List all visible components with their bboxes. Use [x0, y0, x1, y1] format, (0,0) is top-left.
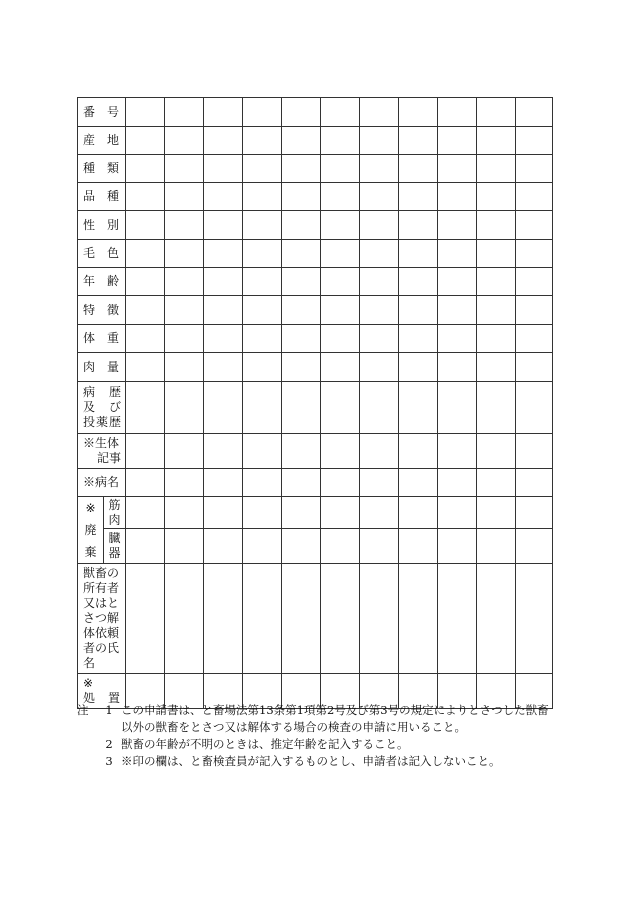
row-live-notes [78, 434, 553, 469]
entry-cell[interactable] [360, 434, 399, 469]
entry-cell[interactable] [477, 434, 516, 469]
entry-cell[interactable] [321, 211, 360, 240]
entry-cell[interactable] [243, 469, 282, 497]
entry-cell[interactable] [360, 98, 399, 127]
entry-cell[interactable] [282, 529, 321, 564]
entry-cell[interactable] [243, 382, 282, 434]
entry-cell[interactable] [204, 211, 243, 240]
note-text-cont: 以外の獣畜をとさつ又は解体する場合の検査の申請に用いること。 [121, 720, 466, 734]
entry-cell[interactable] [516, 353, 553, 382]
entry-cell[interactable] [126, 155, 165, 183]
entry-cell[interactable] [243, 353, 282, 382]
label-live-notes: ※生体 記事 [78, 434, 126, 469]
entry-cell[interactable] [282, 211, 321, 240]
entry-cell[interactable] [399, 155, 438, 183]
row-coat-color [78, 240, 553, 268]
entry-cell[interactable] [438, 240, 477, 268]
entry-cell[interactable] [477, 155, 516, 183]
entry-cell[interactable] [360, 529, 399, 564]
entry-cell[interactable] [438, 98, 477, 127]
entry-cell[interactable] [165, 296, 204, 325]
entry-cell[interactable] [516, 529, 553, 564]
entry-cell[interactable] [243, 98, 282, 127]
note-number: 2 [105, 737, 113, 751]
entry-cell[interactable] [477, 240, 516, 268]
entry-cell[interactable] [165, 268, 204, 296]
entry-cell[interactable] [282, 240, 321, 268]
entry-cell[interactable] [126, 183, 165, 211]
entry-cell[interactable] [282, 497, 321, 529]
note-text: この申請書は、と畜場法第13条第1項第2号及び第3号の規定によりとさつした獣畜 [121, 703, 549, 717]
row-features [78, 296, 553, 325]
entry-cell[interactable] [516, 155, 553, 183]
entry-cell[interactable] [438, 353, 477, 382]
entry-cell[interactable] [282, 353, 321, 382]
label-sex: 性 別 [78, 211, 126, 240]
entry-cell[interactable] [204, 98, 243, 127]
entry-cell[interactable] [126, 497, 165, 529]
entry-cell[interactable] [321, 183, 360, 211]
entry-cell[interactable] [321, 98, 360, 127]
note-item-2 [77, 736, 557, 753]
entry-cell[interactable] [126, 434, 165, 469]
entry-cell[interactable] [360, 155, 399, 183]
entry-cell[interactable] [438, 382, 477, 434]
entry-cell[interactable] [516, 434, 553, 469]
label-disease-name: ※病名 [78, 469, 126, 497]
note-item-1 [77, 702, 557, 719]
entry-cell[interactable] [165, 353, 204, 382]
entry-cell[interactable] [360, 325, 399, 353]
row-disease-name [78, 469, 553, 497]
entry-cell[interactable] [399, 98, 438, 127]
entry-cell[interactable] [516, 98, 553, 127]
entry-cell[interactable] [126, 382, 165, 434]
label-disposal: ※ 廃 棄 [78, 497, 104, 564]
entry-cell[interactable] [204, 497, 243, 529]
entry-cell[interactable] [477, 529, 516, 564]
entry-cell[interactable] [477, 325, 516, 353]
entry-cell[interactable] [438, 469, 477, 497]
row-breed [78, 183, 553, 211]
inspection-form-table [77, 97, 553, 709]
entry-cell[interactable] [204, 155, 243, 183]
entry-cell[interactable] [321, 353, 360, 382]
entry-cell[interactable] [165, 434, 204, 469]
entry-cell[interactable] [477, 564, 516, 674]
entry-cell[interactable] [165, 564, 204, 674]
entry-cell[interactable] [321, 469, 360, 497]
entry-cell[interactable] [282, 268, 321, 296]
label-medical-history: 病 歴 及 び 投薬歴 [78, 382, 126, 434]
label-number: 番 号 [78, 98, 126, 127]
entry-cell[interactable] [204, 183, 243, 211]
entry-cell[interactable] [477, 98, 516, 127]
entry-cell[interactable] [438, 497, 477, 529]
entry-cell[interactable] [165, 497, 204, 529]
entry-cell[interactable] [360, 382, 399, 434]
entry-cell[interactable] [282, 469, 321, 497]
entry-cell[interactable] [282, 382, 321, 434]
entry-cell[interactable] [126, 240, 165, 268]
row-sex [78, 211, 553, 240]
entry-cell[interactable] [204, 353, 243, 382]
entry-cell[interactable] [204, 268, 243, 296]
note-text: 獣畜の年齢が不明のときは、推定年齢を記入すること。 [121, 737, 409, 751]
entry-cell[interactable] [399, 325, 438, 353]
entry-cell[interactable] [477, 469, 516, 497]
entry-cell[interactable] [477, 268, 516, 296]
label-breed: 品 種 [78, 183, 126, 211]
entry-cell[interactable] [438, 268, 477, 296]
row-medical-history [78, 382, 553, 434]
entry-cell[interactable] [477, 127, 516, 155]
entry-cell[interactable] [321, 240, 360, 268]
entry-cell[interactable] [126, 127, 165, 155]
entry-cell[interactable] [204, 434, 243, 469]
entry-cell[interactable] [399, 211, 438, 240]
entry-cell[interactable] [321, 155, 360, 183]
row-meat-yield [78, 353, 553, 382]
row-number [78, 98, 553, 127]
entry-cell[interactable] [126, 469, 165, 497]
row-species [78, 155, 553, 183]
entry-cell[interactable] [243, 183, 282, 211]
row-age [78, 268, 553, 296]
entry-cell[interactable] [126, 353, 165, 382]
row-disposal-organs [78, 529, 553, 564]
label-disposition: ※ 処 置 [78, 674, 126, 709]
entry-cell[interactable] [516, 240, 553, 268]
entry-cell[interactable] [477, 183, 516, 211]
entry-cell[interactable] [399, 382, 438, 434]
entry-cell[interactable] [321, 382, 360, 434]
label-age: 年 齢 [78, 268, 126, 296]
entry-cell[interactable] [126, 564, 165, 674]
entry-cell[interactable] [282, 155, 321, 183]
entry-cell[interactable] [204, 240, 243, 268]
entry-cell[interactable] [282, 296, 321, 325]
entry-cell[interactable] [516, 497, 553, 529]
row-owner-name [78, 564, 553, 674]
entry-cell[interactable] [399, 296, 438, 325]
note-item-3 [77, 753, 557, 770]
entry-cell[interactable] [399, 529, 438, 564]
entry-cell[interactable] [438, 434, 477, 469]
label-weight: 体 重 [78, 325, 126, 353]
entry-cell[interactable] [399, 564, 438, 674]
entry-cell[interactable] [126, 211, 165, 240]
notes-lead: 注 [77, 703, 89, 717]
entry-cell[interactable] [516, 469, 553, 497]
entry-cell[interactable] [204, 382, 243, 434]
entry-cell[interactable] [126, 98, 165, 127]
row-weight [78, 325, 553, 353]
entry-cell[interactable] [243, 325, 282, 353]
entry-cell[interactable] [516, 211, 553, 240]
entry-cell[interactable] [282, 183, 321, 211]
entry-cell[interactable] [126, 529, 165, 564]
entry-cell[interactable] [282, 127, 321, 155]
entry-cell[interactable] [243, 127, 282, 155]
entry-cell[interactable] [438, 155, 477, 183]
entry-cell[interactable] [438, 296, 477, 325]
entry-cell[interactable] [399, 353, 438, 382]
entry-cell[interactable] [204, 564, 243, 674]
entry-cell[interactable] [243, 211, 282, 240]
label-meat-yield: 肉 量 [78, 353, 126, 382]
entry-cell[interactable] [282, 325, 321, 353]
entry-cell[interactable] [204, 529, 243, 564]
entry-cell[interactable] [360, 497, 399, 529]
entry-cell[interactable] [165, 127, 204, 155]
entry-cell[interactable] [126, 296, 165, 325]
label-coat-color: 毛 色 [78, 240, 126, 268]
entry-cell[interactable] [360, 240, 399, 268]
entry-cell[interactable] [243, 155, 282, 183]
entry-cell[interactable] [399, 434, 438, 469]
notes-section [77, 702, 557, 770]
entry-cell[interactable] [204, 127, 243, 155]
entry-cell[interactable] [516, 268, 553, 296]
entry-cell[interactable] [165, 240, 204, 268]
label-owner-name: 獣畜の 所有者 又はと さつ解 体依頼 者の氏 名 [78, 564, 126, 674]
entry-cell[interactable] [243, 434, 282, 469]
entry-cell[interactable] [399, 240, 438, 268]
entry-cell[interactable] [438, 564, 477, 674]
entry-cell[interactable] [165, 325, 204, 353]
entry-cell[interactable] [360, 353, 399, 382]
entry-cell[interactable] [165, 469, 204, 497]
entry-cell[interactable] [477, 382, 516, 434]
entry-cell[interactable] [477, 211, 516, 240]
label-features: 特 徴 [78, 296, 126, 325]
entry-cell[interactable] [438, 325, 477, 353]
note-item-1-cont [77, 719, 557, 736]
entry-cell[interactable] [438, 183, 477, 211]
entry-cell[interactable] [516, 183, 553, 211]
entry-cell[interactable] [399, 469, 438, 497]
entry-cell[interactable] [360, 296, 399, 325]
entry-cell[interactable] [321, 529, 360, 564]
entry-cell[interactable] [360, 183, 399, 211]
entry-cell[interactable] [321, 434, 360, 469]
label-organs: 臓 器 [104, 529, 126, 564]
entry-cell[interactable] [243, 240, 282, 268]
note-text: ※印の欄は、と畜検査員が記入するものとし、申請者は記入しないこと。 [121, 754, 501, 768]
entry-cell[interactable] [516, 296, 553, 325]
label-species: 種 類 [78, 155, 126, 183]
entry-cell[interactable] [438, 529, 477, 564]
entry-cell[interactable] [243, 497, 282, 529]
entry-cell[interactable] [126, 325, 165, 353]
note-number: 3 [105, 754, 113, 768]
entry-cell[interactable] [321, 497, 360, 529]
entry-cell[interactable] [321, 564, 360, 674]
entry-cell[interactable] [516, 127, 553, 155]
entry-cell[interactable] [399, 127, 438, 155]
entry-cell[interactable] [321, 268, 360, 296]
entry-cell[interactable] [126, 268, 165, 296]
entry-cell[interactable] [477, 353, 516, 382]
label-muscle: 筋 肉 [104, 497, 126, 529]
entry-cell[interactable] [204, 469, 243, 497]
label-origin: 産 地 [78, 127, 126, 155]
row-disposal-muscle [78, 497, 553, 529]
entry-cell[interactable] [360, 268, 399, 296]
entry-cell[interactable] [165, 382, 204, 434]
entry-cell[interactable] [282, 564, 321, 674]
entry-cell[interactable] [243, 268, 282, 296]
entry-cell[interactable] [282, 98, 321, 127]
entry-cell[interactable] [438, 211, 477, 240]
entry-cell[interactable] [243, 529, 282, 564]
entry-cell[interactable] [243, 564, 282, 674]
entry-cell[interactable] [399, 183, 438, 211]
entry-cell[interactable] [477, 497, 516, 529]
entry-cell[interactable] [399, 497, 438, 529]
entry-cell[interactable] [165, 529, 204, 564]
entry-cell[interactable] [165, 211, 204, 240]
entry-cell[interactable] [399, 268, 438, 296]
entry-cell[interactable] [360, 211, 399, 240]
entry-cell[interactable] [321, 127, 360, 155]
entry-cell[interactable] [165, 98, 204, 127]
entry-cell[interactable] [282, 434, 321, 469]
entry-cell[interactable] [243, 296, 282, 325]
entry-cell[interactable] [165, 183, 204, 211]
entry-cell[interactable] [516, 325, 553, 353]
entry-cell[interactable] [516, 564, 553, 674]
entry-cell[interactable] [516, 382, 553, 434]
note-number: 1 [105, 703, 113, 717]
entry-cell[interactable] [477, 296, 516, 325]
entry-cell[interactable] [321, 296, 360, 325]
entry-cell[interactable] [204, 296, 243, 325]
entry-cell[interactable] [204, 325, 243, 353]
entry-cell[interactable] [165, 155, 204, 183]
entry-cell[interactable] [360, 469, 399, 497]
row-origin [78, 127, 553, 155]
entry-cell[interactable] [360, 127, 399, 155]
entry-cell[interactable] [360, 564, 399, 674]
entry-cell[interactable] [321, 325, 360, 353]
entry-cell[interactable] [438, 127, 477, 155]
